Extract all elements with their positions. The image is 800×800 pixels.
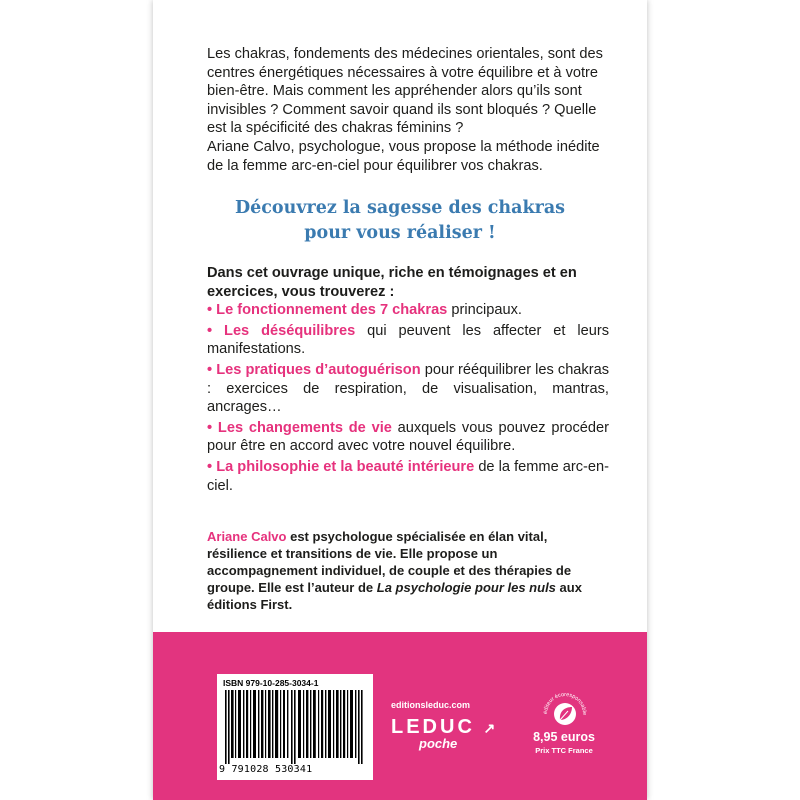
feature-highlight: • Les changements de vie [207,419,392,436]
intro-text [207,45,607,175]
headline [153,196,647,246]
isbn-label: ISBN 979-10-285-3034-1 [223,678,319,688]
barcode-icon [221,690,369,764]
feature-item [207,301,609,320]
intro-paragraph: Les chakras, fondements des médecines orientales, sont des centres énergétiques nécessaires à votre équilibre et à votre bien-être. Mais comment les appréhender alors qu’ils sont invisibles ? Comment savoir quand ils sont bloqués ? Quelle est la spécificité des chakras féminins ? [207,46,603,137]
feature-item [207,322,609,359]
features-section [207,264,609,497]
feature-item [207,361,609,417]
features-list [207,301,609,495]
headline-line-2: pour vous réaliser ! [304,223,496,243]
features-lead: Dans cet ouvrage unique, riche en témoignages et en exercices, vous trouverez : [207,265,577,300]
feature-item [207,458,609,495]
author-bio [207,528,609,613]
logo-text: LEDUC [391,716,475,738]
feature-text: auxquels vous pouvez procéder pour être en accord avec votre nouvel équilibre. [207,419,609,455]
author-bio-text-end: aux éditions First. [207,580,582,612]
price: 8,95 euros [533,730,595,744]
feature-text: principaux. [447,302,522,319]
logo-subtext: poche [419,736,458,751]
feature-highlight: • Le fonctionnement des 7 chakras [207,302,448,319]
eco-label: éditeur écoresponsable [542,691,588,716]
feature-highlight: • La philosophie et la beauté intérieure [207,458,475,475]
barcode-digits: 9 791028 530341 [219,764,313,775]
feature-item [207,419,609,456]
feature-highlight: • Les déséquilibres [207,322,356,339]
price-block [519,730,609,755]
feature-text: de la femme arc-en-ciel. [207,458,609,494]
publisher-logo [391,718,511,737]
footer-band [153,632,647,800]
publisher-website: editionsleduc.com [391,700,471,710]
feature-text: pour rééquilibrer les chakras : exercices de respiration, de visualisation, mantras, ancrages… [207,361,609,416]
author-book-title: La psychologie pour les nuls [376,580,556,595]
publisher-block [391,700,511,751]
author-paragraph [207,528,609,613]
barcode-panel [217,674,373,780]
intro-paragraph-2: Ariane Calvo, psychologue, vous propose la méthode inédite de la femme arc-en-ciel pour équilibrer vos chakras. [207,138,600,174]
arrow-icon: ↗ [483,720,499,736]
feature-highlight: • Les pratiques d’autoguérison [207,361,421,378]
headline-line-1: Découvrez la sagesse des chakras [234,198,566,218]
author-name: Ariane Calvo [207,529,287,544]
author-bio-text: est psychologue spécialisée en élan vital, résilience et transitions de vie. Elle propose un accompagnement individuel, de couple et des thérapies de groupe. Elle est l’auteur de [207,529,572,595]
book-back-cover [153,0,647,800]
price-note: Prix TTC France [535,746,593,755]
feature-text: qui peuvent les affecter et leurs manifestations. [207,322,609,358]
